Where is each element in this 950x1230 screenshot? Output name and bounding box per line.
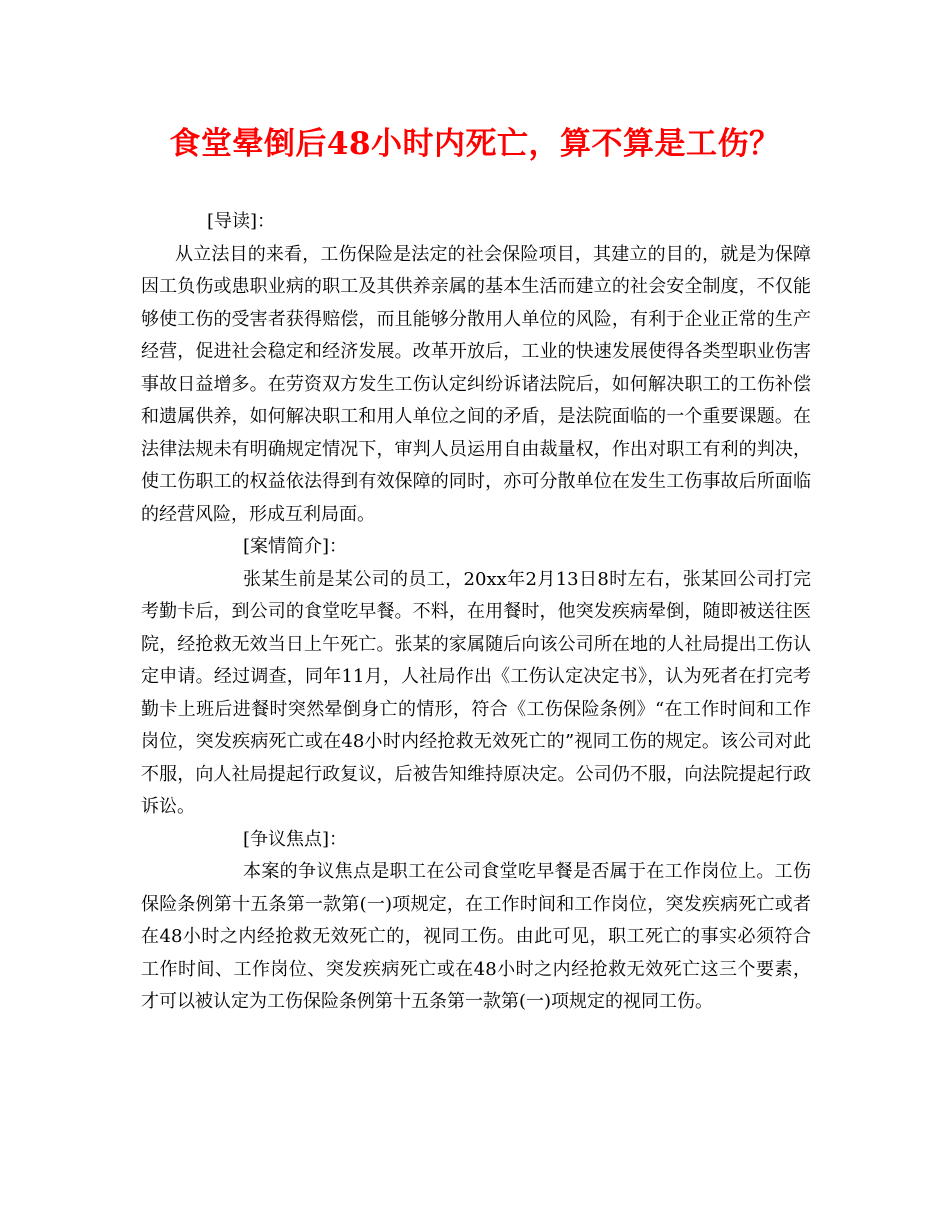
section-label-dispute: [争议焦点]： [243,828,348,850]
section-label-case: [案情简介]： [243,536,348,557]
document-title: 食堂晕倒后48小时内死亡，算不算是工伤？ [169,126,781,162]
section-paragraph-case: 张某生前是某公司的员工，20xx年2月13日8时左右，张某回公司打完考勤卡后，到公司的食堂吃早餐。不料，在用餐时，他突发疾病晕倒，随即被送往医院，经抢救无效当日上午死亡。张某的家属随后向该公司所在地的人社局提出工伤认定申请。经过调查，同年11月，人社局作出《工伤认定决定书》，认为死者在打完考勤卡上班后进餐时突然晕倒身亡的情形，符合《工伤保险条例》“在工作时间和工作岗位，突发疾病死亡或在48小时内经抢救无效死亡的”视同工伤的规定。该公司对此不服，向人社局提起行政复议，后被告知维持原决定。公司仍不服，向法院提起行政诉讼。 [141,568,811,817]
document-body [141,206,811,1019]
section-paragraph-dispute: 本案的争议焦点是职工在公司食堂吃早餐是否属于在工作岗位上。工伤保险条例第十五条第一款第(一)项规定，在工作时间和工作岗位，突发疾病死亡或者在48小时之内经抢救无效死亡的，视同工伤。由此可见，职工死亡的事实必须符合工作时间、工作岗位、突发疾病死亡或在48小时之内经抢救无效死亡这三个要素，才可以被认定为工伤保险条例第十五条第一款第(一)项规定的视同工伤。 [141,861,811,1012]
section-paragraph-intro: 从立法目的来看，工伤保险是法定的社会保险项目，其建立的目的，就是为保障因工负伤或患职业病的职工及其供养亲属的基本生活而建立的社会安全制度，不仅能够使工伤的受害者获得赔偿，而且能够分散用人单位的风险，有利于企业正常的生产经营，促进社会稳定和经济发展。改革开放后，工业的快速发展使得各类型职业伤害事故日益增多。在劳资双方发生工伤认定纠纷诉诸法院后，如何解决职工的工伤补偿和遗属供养，如何解决职工和用人单位之间的矛盾，是法院面临的一个重要课题。在法律法规未有明确规定情况下，审判人员运用自由裁量权，作出对职工有利的判决，使工伤职工的权益依法得到有效保障的同时，亦可分散单位在发生工伤事故后所面临的经营风险，形成互利局面。 [141,243,811,525]
section-label-intro: [导读]： [207,211,276,232]
